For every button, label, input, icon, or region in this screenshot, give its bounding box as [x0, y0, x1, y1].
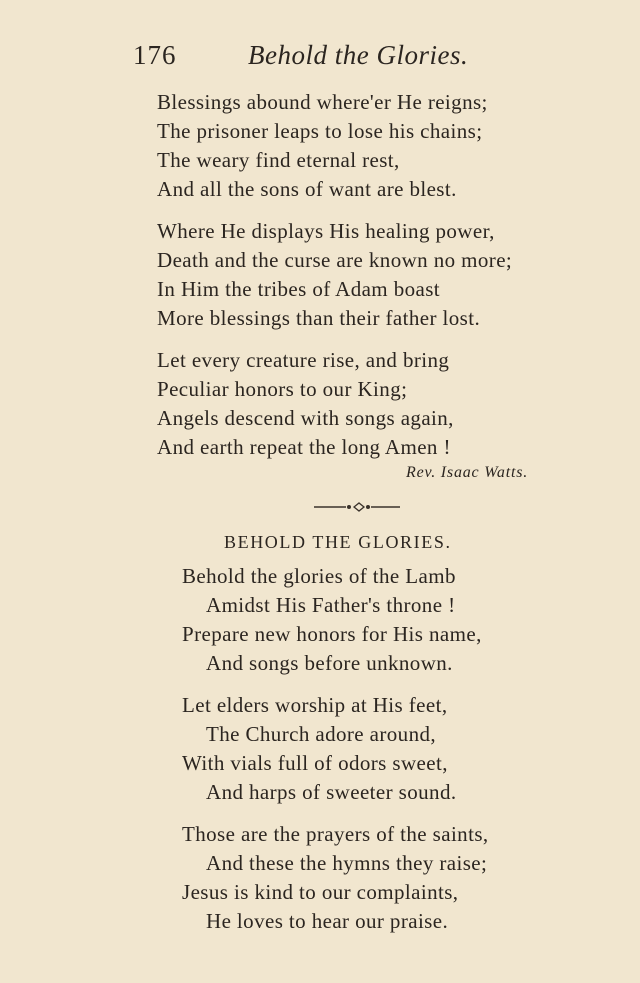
- verse-line: And songs before unknown.: [206, 651, 453, 675]
- verse-line: More blessings than their father lost.: [157, 306, 481, 330]
- poem-two-stanza-1: [182, 562, 482, 678]
- verse-line: Angels descend with songs again,: [157, 406, 454, 430]
- hymn-title: BEHOLD THE GLORIES.: [224, 532, 452, 552]
- poem-one-stanza-1: [157, 88, 488, 204]
- poem-one-stanza-2: [157, 217, 512, 333]
- verse-line: Those are the prayers of the saints,: [182, 822, 489, 846]
- verse-line: Blessings abound where'er He reigns;: [157, 90, 488, 114]
- verse-line: And harps of sweeter sound.: [206, 780, 457, 804]
- verse-line: In Him the tribes of Adam boast: [157, 277, 441, 301]
- page-header: [133, 40, 483, 74]
- poem-one-stanza-3: [157, 346, 454, 462]
- verse-line: Behold the glories of the Lamb: [182, 564, 456, 588]
- verse-line: Let elders worship at His feet,: [182, 693, 448, 717]
- page-number: 176: [133, 40, 177, 70]
- verse-line: Amidst His Father's throne !: [206, 593, 456, 617]
- verse-line: And all the sons of want are blest.: [157, 177, 457, 201]
- poem-one-attribution: Rev. Isaac Watts.: [406, 464, 529, 481]
- verse-line: The weary find eternal rest,: [157, 148, 400, 172]
- verse-line: And earth repeat the long Amen !: [157, 435, 451, 459]
- verse-line: The prisoner leaps to lose his chains;: [157, 119, 483, 143]
- poem-two-stanza-2: [182, 691, 457, 807]
- verse-line: Death and the curse are known no more;: [157, 248, 513, 272]
- poem-two-stanza-3: [182, 820, 489, 936]
- verse-line: And these the hymns they raise;: [206, 851, 488, 875]
- verse-line: The Church adore around,: [206, 722, 437, 746]
- verse-line: He loves to hear our praise.: [206, 909, 449, 933]
- verse-line: Let every creature rise, and bring: [157, 348, 450, 372]
- section-divider-ornament: [312, 500, 402, 514]
- verse-line: Where He displays His healing power,: [157, 219, 495, 243]
- verse-line: With vials full of odors sweet,: [182, 751, 448, 775]
- verse-line: Prepare new honors for His name,: [182, 622, 482, 646]
- verse-line: Peculiar honors to our King;: [157, 377, 408, 401]
- running-title: Behold the Glories.: [248, 40, 469, 70]
- verse-line: Jesus is kind to our complaints,: [182, 880, 459, 904]
